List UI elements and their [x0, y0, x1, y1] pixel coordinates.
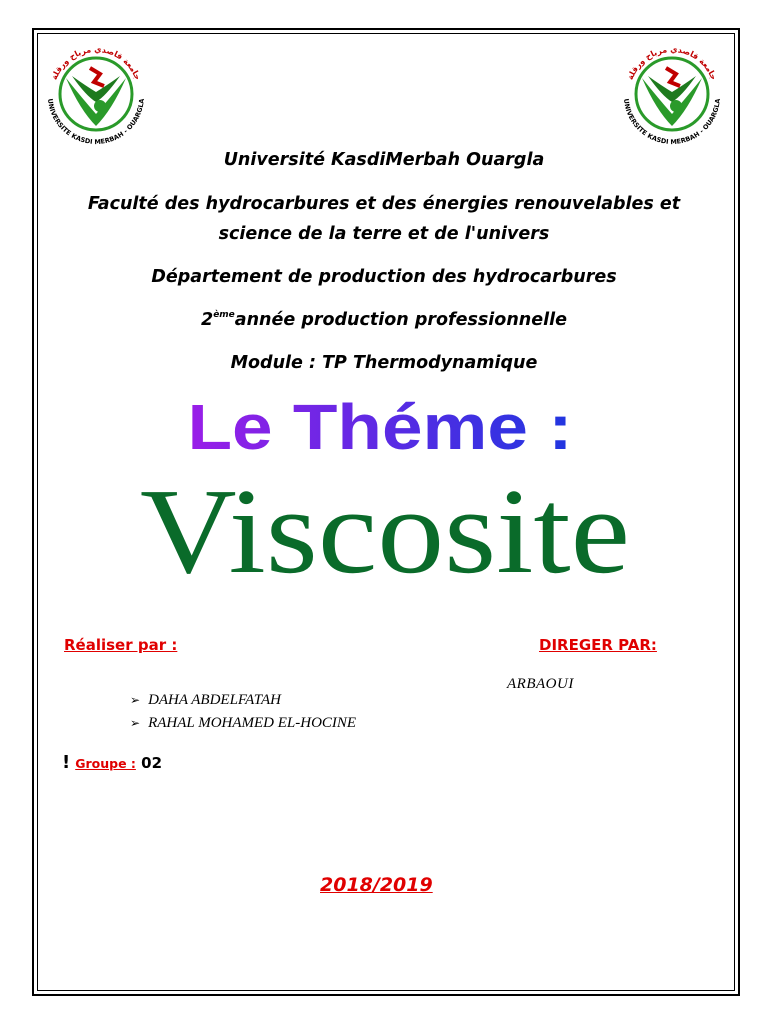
- university-logo-left: [40, 38, 152, 150]
- logo-latin-text: UNIVERSITE KASDI MERBAH - OUARGLA: [622, 98, 722, 147]
- arrow-bullet-icon: ➢: [130, 716, 141, 730]
- member-name: RAHAL MOHAMED EL-HOCINE: [148, 715, 357, 731]
- group-value: 02: [135, 754, 163, 772]
- theme-title: [180, 385, 580, 465]
- member-item: [130, 692, 281, 709]
- logo-arabic-text: جامعة قاصدي مرباح ورقلة: [625, 44, 719, 82]
- subject-title: [120, 462, 650, 592]
- member-name: DAHA ABDELFATAH: [148, 692, 281, 708]
- year-number: 2: [201, 310, 214, 330]
- group-label: Groupe :: [75, 756, 136, 771]
- department-name: Département de production des hydrocarbures: [151, 267, 617, 287]
- faculty-line-1: Faculté des hydrocarbures et des énergies renouvelables et: [87, 194, 681, 214]
- group-line: [62, 752, 162, 773]
- year-suffix: ème: [213, 310, 235, 320]
- subject-title-text: Viscosite: [140, 464, 630, 592]
- director-name: ARBAOUI: [507, 676, 574, 692]
- realised-by-label: Réaliser par :: [64, 636, 178, 654]
- theme-title-text: Le Théme :: [187, 391, 573, 463]
- arrow-bullet-icon: ➢: [130, 693, 141, 707]
- university-logo-right: [616, 38, 728, 150]
- logo-latin-text: UNIVERSITE KASDI MERBAH - OUARGLA: [46, 98, 146, 147]
- academic-year: 2018/2019: [320, 874, 433, 896]
- member-item: [130, 715, 356, 732]
- university-name: Université KasdiMerbah Ouargla: [223, 150, 545, 170]
- logo-arabic-text: جامعة قاصدي مرباح ورقلة: [49, 44, 143, 82]
- study-year: [60, 306, 708, 334]
- faculty-line-2: science de la terre et de l'univers: [218, 224, 550, 244]
- module-name: Module : TP Thermodynamique: [230, 353, 538, 373]
- group-mark: !: [62, 752, 71, 773]
- year-text: année production professionnelle: [234, 310, 567, 330]
- directed-by-label: DIREGER PAR:: [539, 636, 657, 654]
